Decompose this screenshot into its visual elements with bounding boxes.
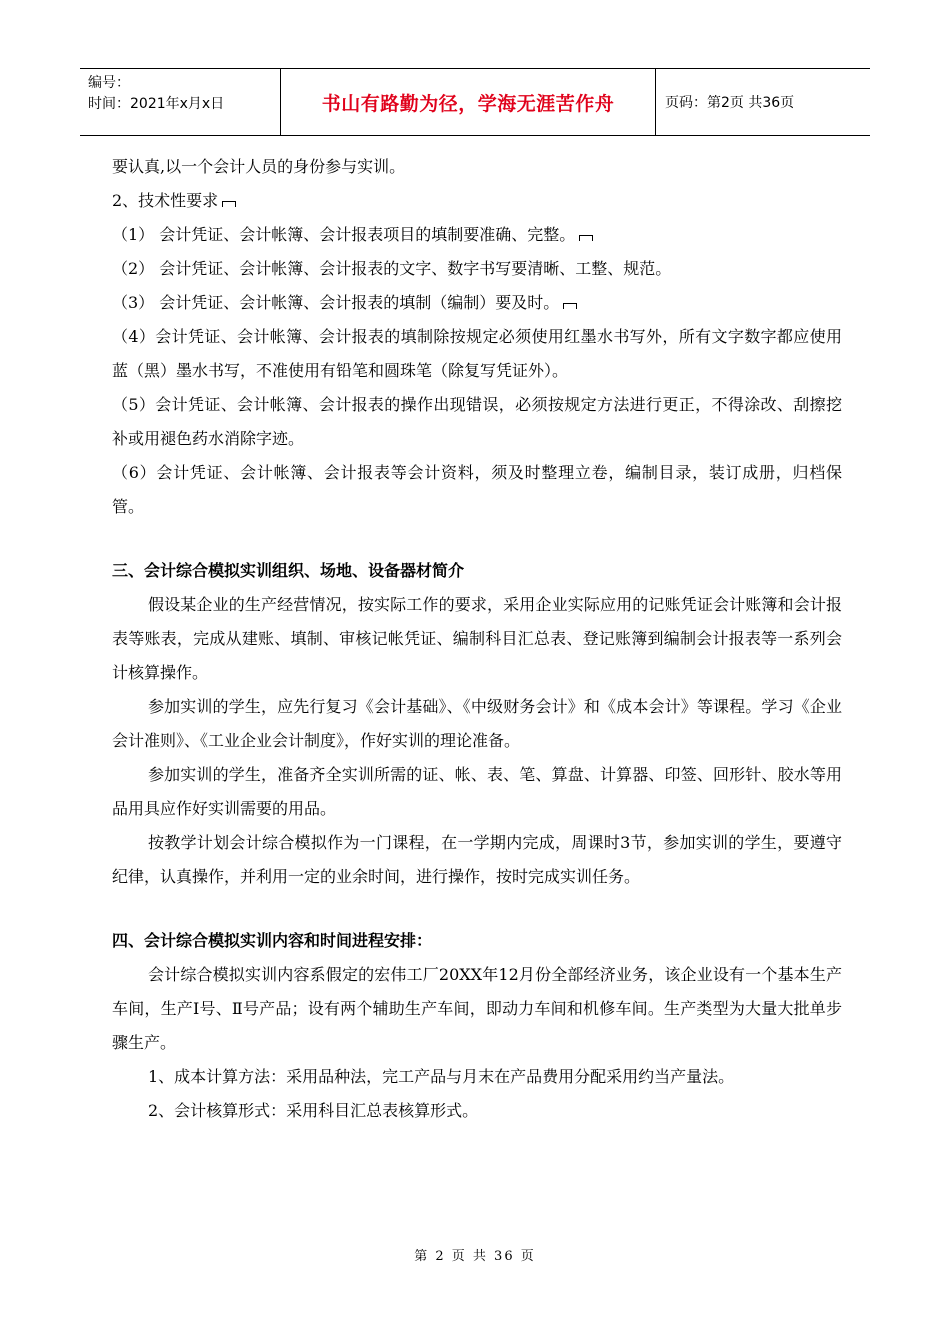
paragraph: 2、会计核算形式：采用科目汇总表核算形式。 xyxy=(148,1101,479,1120)
paragraph-mark-icon xyxy=(579,235,593,241)
list-item xyxy=(112,218,842,252)
date-label: 时间：2021年x月x日 xyxy=(88,96,225,112)
section-gap xyxy=(112,894,842,924)
section-heading: 四、会计综合模拟实训内容和时间进程安排： xyxy=(112,931,433,950)
list-heading-technical xyxy=(112,184,842,218)
doc-number-label: 编号： xyxy=(88,75,130,91)
paragraph: 参加实训的学生，准备齐全实训所需的证、帐、表、笔、算盘、计算器、印签、回形针、胶水等用品用具应作好实训需要的用品。 xyxy=(112,765,842,818)
list-item: （5）会计凭证、会计帐簿、会计报表的操作出现错误，必须按规定方法进行更正，不得涂改、刮擦挖补或用褪色药水消除字迹。 xyxy=(112,395,842,448)
paragraph: 会计综合模拟实训内容系假定的宏伟工厂20XX年12月份全部经济业务，该企业设有一个基本生产车间，生产Ⅰ号、Ⅱ号产品；设有两个辅助生产车间，即动力车间和机修车间。生产类型为大量大批单步骤生产。 xyxy=(112,965,842,1052)
page-header xyxy=(80,68,870,136)
paragraph-text: （3） 会计凭证、会计帐簿、会计报表的填制（编制）要及时。 xyxy=(112,293,560,312)
paragraph-text: 2、技术性要求 xyxy=(112,191,219,210)
paragraph-text: （1） 会计凭证、会计帐簿、会计报表项目的填制要准确、完整。 xyxy=(112,225,576,244)
section-gap xyxy=(112,524,842,554)
paragraph-mark-icon xyxy=(563,303,577,309)
header-motto: 书山有路勤为径，学海无涯苦作舟 xyxy=(321,92,615,115)
paragraph-mark-icon xyxy=(222,201,236,207)
list-item: （2） 会计凭证、会计帐簿、会计报表的文字、数字书写要清晰、工整、规范。 xyxy=(112,259,672,278)
paragraph: 假设某企业的生产经营情况，按实际工作的要求，采用企业实际应用的记账凭证会计账簿和会计报表等账表，完成从建账、填制、审核记帐凭证、编制科目汇总表、登记账簿到编制会计报表等一系列会计核算操作。 xyxy=(112,595,842,682)
paragraph: 1、成本计算方法：采用品种法，完工产品与月末在产品费用分配采用约当产量法。 xyxy=(148,1067,735,1086)
header-meta xyxy=(80,69,280,135)
header-page-info: 页码：第2页 共36页 xyxy=(665,95,795,111)
paragraph: 要认真,以一个会计人员的身份参与实训。 xyxy=(112,157,406,176)
page-footer: 第 2 页 共 36 页 xyxy=(414,1249,536,1264)
header-divider-right xyxy=(655,69,656,135)
document-body xyxy=(112,150,842,1128)
list-item xyxy=(112,286,842,320)
list-item: （6）会计凭证、会计帐簿、会计报表等会计资料，须及时整理立卷，编制目录，装订成册，归档保管。 xyxy=(112,463,842,516)
paragraph: 按教学计划会计综合模拟作为一门课程，在一学期内完成，周课时3节，参加实训的学生，要遵守纪律，认真操作，并利用一定的业余时间，进行操作，按时完成实训任务。 xyxy=(112,833,842,886)
list-item: （4）会计凭证、会计帐簿、会计报表的填制除按规定必须使用红墨水书写外，所有文字数字都应使用蓝（黑）墨水书写，不准使用有铅笔和圆珠笔（除复写凭证外）。 xyxy=(112,327,842,380)
paragraph: 参加实训的学生，应先行复习《会计基础》、《中级财务会计》和《成本会计》等课程。学习《企业会计准则》、《工业企业会计制度》，作好实训的理论准备。 xyxy=(112,697,842,750)
section-heading: 三、会计综合模拟实训组织、场地、设备器材简介 xyxy=(112,561,465,580)
